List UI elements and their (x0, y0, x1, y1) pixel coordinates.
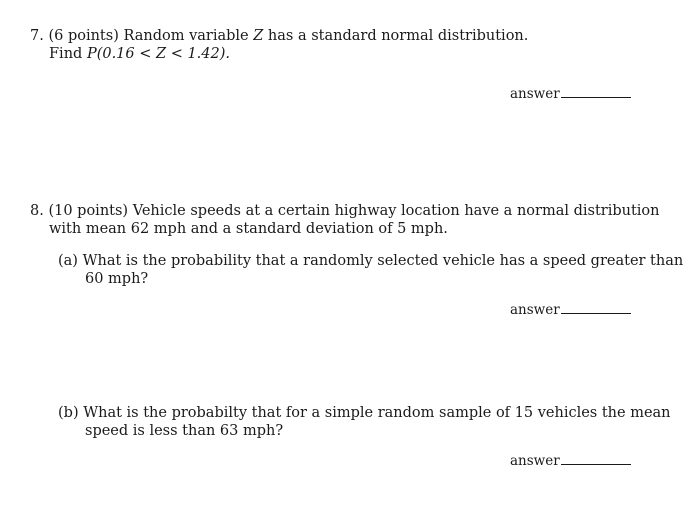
question-8a-line-2 (85, 270, 148, 288)
part-b-text-2: speed is less than 63 mph? (85, 423, 284, 439)
question-8b-line-2 (85, 422, 283, 440)
question-7-text: Random variable (123, 28, 249, 44)
answer-blank[interactable] (561, 302, 631, 314)
part-a-text-2: 60 mph? (85, 271, 149, 287)
part-b-label: (b) (58, 405, 79, 421)
part-a-label: (a) (58, 253, 78, 269)
question-8a-answer (510, 302, 631, 318)
answer-label: answer (510, 302, 560, 318)
question-7-find: Find (49, 46, 83, 62)
question-8-line-1 (30, 202, 660, 220)
question-8a-line-1 (58, 252, 683, 270)
question-7-variable: Z (253, 28, 264, 44)
part-a-text: What is the probability that a randomly selected vehicle has a speed greater than (82, 253, 684, 269)
answer-label: answer (510, 453, 560, 469)
question-8-number: 8. (30, 203, 44, 219)
answer-blank[interactable] (561, 453, 631, 465)
question-7-answer (510, 86, 631, 102)
question-7-number: 7. (30, 28, 44, 44)
question-7-text-b: has a standard normal distribution. (267, 28, 529, 44)
part-b-text: What is the probabilty that for a simple random sample of 15 vehicles the mean (83, 405, 671, 421)
question-8-line-2 (49, 220, 448, 238)
question-7-points: (6 points) (48, 28, 119, 44)
question-7-line-1 (30, 27, 528, 45)
question-7-expression: P(0.16 < Z < 1.42). (86, 46, 230, 62)
question-8-text-2: with mean 62 mph and a standard deviation of 5 mph. (49, 221, 448, 237)
question-8-text: Vehicle speeds at a certain highway location have a normal distribution (132, 203, 660, 219)
question-8b-line-1 (58, 404, 671, 422)
question-8-points: (10 points) (48, 203, 129, 219)
question-8b-answer (510, 453, 631, 469)
question-7-line-2 (49, 45, 230, 63)
answer-label: answer (510, 86, 560, 102)
answer-blank[interactable] (561, 86, 631, 98)
